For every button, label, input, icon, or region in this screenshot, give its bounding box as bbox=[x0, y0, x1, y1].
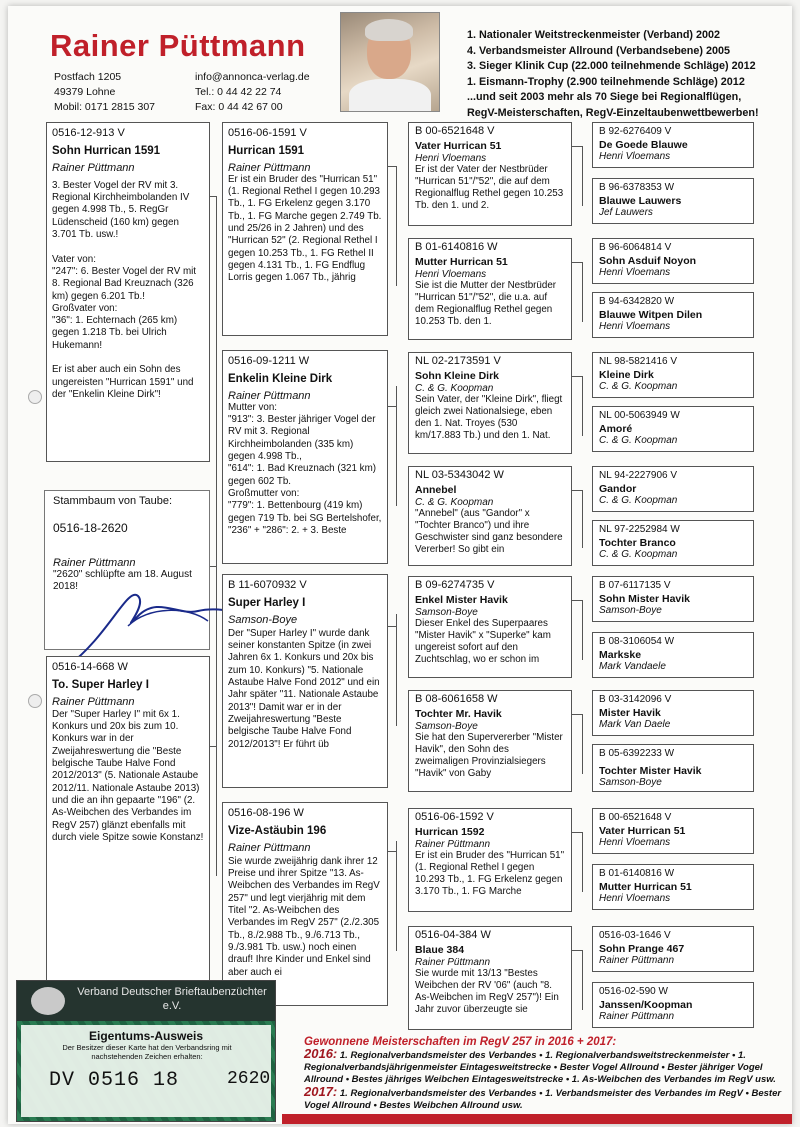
championships-2016: 1. Regionalverbandsmeister des Verbandes • 1. Regionalverbandsweitstreckenmeister • 1. Regionalverbandsjährigenmeister Eintagesweitstrecke • Bester Vogel Allround • Bester jähriger Vogel Allround • Bestes jähriges Weibchen Eintagesweitstrecke • 1. As-Weibchen des Verbandes im RegV usw. bbox=[304, 1050, 776, 1085]
breeder-name: Rainer Püttmann bbox=[415, 838, 491, 850]
footer-bar bbox=[282, 1114, 792, 1124]
breeder-name: Rainer Püttmann bbox=[228, 841, 311, 854]
achievement-item: 1. Eismann-Trophy (2.900 teilnehmende Schläge) 2012 bbox=[467, 75, 745, 88]
punch-hole bbox=[28, 390, 42, 404]
achievement-item: 4. Verbandsmeister Allround (Verbandsebene) 2005 bbox=[467, 44, 731, 57]
pigeon-name: Hurrican 1592 bbox=[415, 825, 485, 838]
ring-number: B 08-3106054 W bbox=[599, 636, 675, 647]
fax-number: Fax: 0 44 42 67 00 bbox=[195, 101, 283, 113]
breeder-name: Rainer Püttmann bbox=[228, 389, 311, 402]
card-title: Eigentums-Ausweis bbox=[88, 1029, 204, 1043]
phone-number: Tel.: 0 44 42 22 74 bbox=[195, 86, 282, 98]
ring-number: 0516-14-668 W bbox=[52, 661, 128, 673]
pigeon-card-grandparent[interactable] bbox=[222, 350, 388, 564]
owner-photo bbox=[340, 12, 440, 112]
pigeon-name: Tochter Mister Havik bbox=[599, 764, 702, 777]
pedigree-owner: Rainer Püttmann bbox=[53, 557, 136, 569]
pigeon-name: Enkel Mister Havik bbox=[415, 593, 508, 606]
championships-2017: 1. Regionalverbandsmeister des Verbandes • 1. Verbandsmeister des Verbandes im RegV • Bester Vogel Allround • Bestes Weibchen Allround usw. bbox=[304, 1088, 782, 1111]
pigeon-name: Janssen/Koopman bbox=[599, 998, 693, 1011]
pigeon-card-great-grandparent[interactable] bbox=[408, 352, 572, 454]
ring-number: 0516-03-1646 V bbox=[599, 930, 671, 941]
breeder-name: Rainer Püttmann bbox=[228, 161, 311, 174]
ring-number: B 08-6061658 W bbox=[415, 693, 498, 705]
address-line: Mobil: 0171 2815 307 bbox=[54, 101, 155, 113]
pigeon-name: Kleine Dirk bbox=[599, 368, 654, 381]
ring-number: NL 98-5821416 V bbox=[599, 356, 678, 367]
breeder-name: Mark Van Daele bbox=[599, 719, 671, 730]
ring-number: B 96-6064814 V bbox=[599, 242, 672, 253]
pigeon-name: Markske bbox=[599, 648, 642, 661]
contact-info bbox=[195, 70, 310, 115]
ring-number: 0516-04-384 W bbox=[415, 929, 491, 941]
pigeon-name: Tochter Mr. Havik bbox=[415, 707, 502, 720]
pigeon-description: Sie wurde mit 13/13 "Bestes Weibchen der RV '06" (auch "8. As-Weibchen im RegV 257")! Ein Jahr zuvor überzeugte sie bbox=[415, 968, 559, 1015]
pigeon-card-ancestor[interactable] bbox=[592, 238, 754, 284]
pigeon-card-great-grandparent[interactable] bbox=[408, 690, 572, 792]
pigeon-card-ancestor[interactable] bbox=[592, 178, 754, 224]
breeder-name: Henri Vloemans bbox=[415, 268, 487, 280]
ring-number: 0516-06-1592 V bbox=[415, 811, 494, 823]
pigeon-card-ancestor[interactable] bbox=[592, 808, 754, 854]
ring-number: B 11-6070932 V bbox=[228, 579, 307, 591]
breeder-name: Samson-Boye bbox=[599, 605, 662, 616]
pigeon-description: Sie wurde zweijährig dank ihrer 12 Preise und ihrer Spitze "13. As-Weibchen des Verbandes im RegV 257" und legt vierjährig mit dem Titel "2. As-Weibchen des Verbandes im RegV 257" (2./2.305 Tb., 8./2.988 Tb., 9./6.713 Tb., 9./3.981 Tb. usw.) noch einen drauf! Ihre Kinder und Enkel sind aber auch ei bbox=[228, 855, 380, 978]
dove-logo-icon bbox=[31, 987, 65, 1015]
ring-number: NL 97-2252984 W bbox=[599, 524, 680, 535]
pigeon-card-ancestor[interactable] bbox=[592, 690, 754, 736]
pigeon-card-father[interactable] bbox=[46, 122, 210, 462]
pigeon-card-great-grandparent[interactable] bbox=[408, 466, 572, 566]
pigeon-name: Sohn Kleine Dirk bbox=[415, 369, 500, 382]
pedigree-note: "2620" schlüpfte am 18. August 2018! bbox=[53, 569, 192, 592]
pigeon-card-great-grandparent[interactable] bbox=[408, 122, 572, 226]
ring-number: B 92-6276409 V bbox=[599, 126, 672, 137]
breeder-name: C. & G. Koopman bbox=[599, 381, 678, 392]
pigeon-name: Vater Hurrican 51 bbox=[599, 824, 686, 837]
pigeon-description: Sie hat den Supervererber "Mister Havik", den Sohn des zweimaligen Provinzialsiegers "Havik" von Gaby bbox=[415, 732, 563, 779]
pigeon-card-great-grandparent[interactable] bbox=[408, 576, 572, 678]
card-ring-id: 2620 bbox=[227, 1069, 271, 1089]
pigeon-card-ancestor[interactable] bbox=[592, 520, 754, 566]
ring-number: B 07-6117135 V bbox=[599, 580, 671, 591]
ring-number: B 94-6342820 W bbox=[599, 296, 675, 307]
breeder-name: Rainer Püttmann bbox=[52, 695, 135, 708]
championships-section bbox=[304, 1036, 790, 1112]
pigeon-description: Er ist ein Bruder des "Hurrican 51" (1. Regional Rethel I gegen 10.293 Tb., 1. FG Erkelenz gegen 3.170 Tb., 1. FG Marche gegen 2.749 Tb. und 25/26 in 2 Jahren) und des "Hurrican 52" (2. Regional Rethel I gegen 10.253 Tb., 1. FG Rethel II gegen 4.131 Tb., 1. FG Endflug Lorris gegen 1.067 Tb., jährig bbox=[228, 173, 382, 284]
punch-hole bbox=[28, 694, 42, 708]
breeder-name: Rainer Püttmann bbox=[52, 161, 135, 174]
pigeon-name: Sohn Prange 467 bbox=[599, 942, 685, 955]
ring-number: B 05-6392233 W bbox=[599, 748, 675, 759]
pigeon-name: Vize-Astäubin 196 bbox=[228, 825, 327, 838]
pigeon-name: Super Harley I bbox=[228, 597, 306, 610]
pigeon-card-ancestor[interactable] bbox=[592, 982, 754, 1028]
pigeon-name: Tochter Branco bbox=[599, 536, 676, 549]
year-2017: 2017: bbox=[304, 1084, 338, 1099]
pigeon-name: Vater Hurrican 51 bbox=[415, 139, 502, 152]
address-line: Postfach 1205 bbox=[54, 71, 122, 83]
pigeon-name: Blauwe Witpen Dilen bbox=[599, 308, 703, 321]
breeder-name: Rainer Püttmann bbox=[599, 1011, 675, 1022]
ring-number: 0516-08-196 W bbox=[228, 807, 304, 819]
breeder-name: Samson-Boye bbox=[599, 777, 662, 788]
pedigree-title: Stammbaum von Taube: bbox=[53, 495, 173, 507]
ring-number: NL 03-5343042 W bbox=[415, 469, 504, 481]
pigeon-description: Mutter von: "913": 3. Bester jähriger Vogel der RV mit 3. Regional Kirchheimbolanden (335 km) gegen 4.998 Tb., "614": 1. Bad Kreuznach (321 km) gegen 602 Tb. Großmutter von: "779": 1. Bettenbourg (419 km) gegen 719 Tb. bei SG Bertelshofer, "236" + "286": 2. + 3. Beste bbox=[228, 401, 382, 536]
ring-number: NL 02-2173591 V bbox=[415, 355, 501, 367]
card-subtitle: Der Besitzer dieser Karte hat den Verbandsring mit nachstehenden Zeichen erhalten: bbox=[62, 1043, 232, 1061]
achievement-item: RegV-Meisterschaften, RegV-Einzeltaubenwettbewerben! bbox=[467, 106, 759, 119]
pigeon-card-ancestor[interactable] bbox=[592, 632, 754, 678]
association-name: Verband Deutscher Brieftaubenzüchter e.V. bbox=[77, 986, 267, 1012]
pigeon-card-ancestor[interactable] bbox=[592, 352, 754, 398]
breeder-name: Rainer Püttmann bbox=[599, 955, 675, 966]
ring-number: 0516-06-1591 V bbox=[228, 127, 307, 139]
ring-number: B 01-6140816 W bbox=[599, 868, 675, 879]
pigeon-card-grandparent[interactable] bbox=[222, 574, 388, 788]
breeder-name: C. & G. Koopman bbox=[415, 382, 494, 394]
pigeon-card-ancestor[interactable] bbox=[592, 406, 754, 452]
breeder-name: Henri Vloemans bbox=[599, 267, 671, 278]
breeder-name: Henri Vloemans bbox=[599, 151, 671, 162]
pigeon-name: To. Super Harley I bbox=[52, 679, 149, 692]
ring-number: B 00-6521648 V bbox=[415, 125, 495, 137]
breeder-name: Henri Vloemans bbox=[415, 152, 487, 164]
ring-number: 0516-02-590 W bbox=[599, 986, 668, 997]
pigeon-name: Gandor bbox=[599, 482, 637, 495]
breeder-name: Henri Vloemans bbox=[599, 837, 671, 848]
ring-number: 0516-09-1211 W bbox=[228, 355, 310, 367]
achievement-item: 1. Nationaler Weitstreckenmeister (Verband) 2002 bbox=[467, 29, 721, 41]
pigeon-name: Sohn Hurrican 1591 bbox=[52, 145, 161, 158]
pigeon-name: De Goede Blauwe bbox=[599, 138, 688, 151]
ring-number: B 09-6274735 V bbox=[415, 579, 495, 591]
pigeon-description: Der "Super Harley I" wurde dank seiner konstanten Spitze (in zwei Jahren 6x 1. Konkurs und 20x bis zum 10. Konkurs) "5. Nationale Astaube Halve Fond 2012" und ein Jahr später "11. Nationale Astaube 2013"! Damit war er in der Zweijahreswertung "Beste belgische Taube Halve Fond 2012/2013"! Er führt üb bbox=[228, 627, 380, 750]
pigeon-description: Sie ist die Mutter der Nestbrüder "Hurrican 51"/"52", die u.a. auf dem Regionalflug Rethel gegen 10.253 Tb. den 1. bbox=[415, 280, 557, 327]
pigeon-name: Mister Havik bbox=[599, 706, 661, 719]
breeder-name: Rainer Püttmann bbox=[415, 956, 491, 968]
ring-number: B 00-6521648 V bbox=[599, 812, 672, 823]
ownership-card bbox=[16, 980, 276, 1122]
achievement-item: 3. Sieger Klinik Cup (22.000 teilnehmende Schläge) 2012 bbox=[467, 60, 756, 72]
ring-number: B 03-3142096 V bbox=[599, 694, 672, 705]
pedigree-ring: 0516-18-2620 bbox=[53, 521, 128, 535]
ring-number: NL 94-2227906 V bbox=[599, 470, 678, 481]
owner-name: Rainer Püttmann bbox=[50, 28, 306, 63]
pigeon-card-grandparent[interactable] bbox=[222, 802, 388, 1006]
pigeon-description: Er ist ein Bruder des "Hurrican 51" (1. Regional Rethel I gegen 10.293 Tb., 1. FG Erkelenz gegen 3.170 Tb., 1. FG Marche bbox=[415, 850, 565, 897]
breeder-name: Henri Vloemans bbox=[599, 893, 671, 904]
pigeon-name: Mutter Hurrican 51 bbox=[599, 880, 692, 893]
pigeon-card-ancestor[interactable] bbox=[592, 576, 754, 622]
year-2016: 2016: bbox=[304, 1046, 338, 1061]
pigeon-name: Blaue 384 bbox=[415, 943, 465, 956]
pigeon-card-ancestor[interactable] bbox=[592, 744, 754, 792]
pigeon-name: Mutter Hurrican 51 bbox=[415, 255, 508, 268]
pigeon-name: Sohn Asduif Noyon bbox=[599, 254, 697, 267]
achievement-item: ...und seit 2003 mehr als 70 Siege bei Regionalflügen, bbox=[467, 91, 742, 103]
ring-number: B 01-6140816 W bbox=[415, 241, 498, 253]
breeder-name: Samson-Boye bbox=[415, 606, 478, 618]
pigeon-card-grandparent[interactable] bbox=[222, 122, 388, 336]
ring-number: B 96-6378353 W bbox=[599, 182, 675, 193]
breeder-name: Mark Vandaele bbox=[599, 661, 666, 672]
pigeon-name: Sohn Mister Havik bbox=[599, 592, 691, 605]
breeder-name: Samson-Boye bbox=[415, 720, 478, 732]
pigeon-card-ancestor[interactable] bbox=[592, 926, 754, 972]
pigeon-description: Dieser Enkel des Superpaares "Mister Havik" x "Superke" kam ungereist sofort auf den Zuchtschlag, wo er schon im bbox=[415, 618, 551, 665]
pigeon-description: 3. Bester Vogel der RV mit 3. Regional Kirchheimbolanden IV gegen 4.998 Tb., 5. RegGr Lüdenscheid (160 km) gegen 3.701 Tb. usw.! Vater von: "247": 6. Bester Vogel der RV mit 8. Regional Bad Kreuznach (326 km) gegen 6.201 Tb.! Großvater von: "36": 1. Echternach (265 km) gegen 1.218 Tb. bei Ulrich Hukemann! Er ist aber auch ein Sohn des ungereisten "Hurrican 1591" und der "Enkelin Kleine Dirk"! bbox=[52, 179, 197, 400]
pigeon-card-mother[interactable] bbox=[46, 656, 210, 986]
card-ring-number: DV 0516 18 bbox=[49, 1069, 180, 1092]
pigeon-card-great-grandparent[interactable] bbox=[408, 238, 572, 340]
pigeon-card-ancestor[interactable] bbox=[592, 292, 754, 338]
pigeon-card-ancestor[interactable] bbox=[592, 122, 754, 168]
breeder-name: Henri Vloemans bbox=[599, 321, 671, 332]
pigeon-name: Blauwe Lauwers bbox=[599, 194, 682, 207]
breeder-name: C. & G. Koopman bbox=[599, 495, 678, 506]
championships-heading: Gewonnene Meisterschaften im RegV 257 in 2016 + 2017: bbox=[304, 1036, 617, 1048]
pigeon-card-ancestor[interactable] bbox=[592, 466, 754, 512]
pigeon-name: Hurrican 1591 bbox=[228, 145, 305, 158]
email-link[interactable]: info@annonca-verlag.de bbox=[195, 71, 310, 83]
breeder-name: C. & G. Koopman bbox=[415, 496, 494, 508]
breeder-name: C. & G. Koopman bbox=[599, 549, 678, 560]
postal-address bbox=[54, 70, 155, 115]
pigeon-name: Enkelin Kleine Dirk bbox=[228, 373, 333, 386]
pigeon-card-great-grandparent[interactable] bbox=[408, 926, 572, 1030]
pigeon-description: Der "Super Harley I" mit 6x 1. Konkurs und 20x bis zum 10. Konkurs war in der Zweijahreswertung die "Beste belgische Taube Halve Fond 2012/2013" (5. Nationale Astaube 2012/11. Nationale Astaube 2013) und die an ihn gepaarte "196" (2. As-Weibchen des Verbandes im RegV 257) glänzt ebenfalls mit durch viele Spitze sowie Konstanz! bbox=[52, 708, 204, 843]
breeder-name: C. & G. Koopman bbox=[599, 435, 678, 446]
ring-number: 0516-12-913 V bbox=[52, 127, 125, 139]
breeder-name: Jef Lauwers bbox=[599, 207, 653, 218]
breeder-name: Samson-Boye bbox=[228, 613, 298, 626]
pigeon-name: Amoré bbox=[599, 422, 633, 435]
pigeon-description: "Annebel" (aus "Gandor" x "Tochter Branco") und ihre Geschwister sind ganz besondere Vererber! So gibt ein bbox=[415, 508, 563, 555]
address-line: 49379 Lohne bbox=[54, 86, 116, 98]
pigeon-description: Sein Vater, der "Kleine Dirk", fliegt gleich zwei Nationalsiege, eben den 1. Nat. Troyes (530 km/17.883 Tb.) und den 1. Nat. bbox=[415, 394, 563, 441]
achievements-list bbox=[467, 28, 792, 121]
pigeon-card-great-grandparent[interactable] bbox=[408, 808, 572, 912]
pigeon-name: Annebel bbox=[415, 483, 457, 496]
ring-number: NL 00-5063949 W bbox=[599, 410, 680, 421]
pedigree-page bbox=[8, 6, 792, 1124]
pigeon-description: Er ist der Vater der Nestbrüder "Hurrican 51"/"52", die auf dem Regionalflug Rethel gegen 10.253 Tb. den 1. und 2. bbox=[415, 164, 564, 211]
pigeon-card-ancestor[interactable] bbox=[592, 864, 754, 910]
